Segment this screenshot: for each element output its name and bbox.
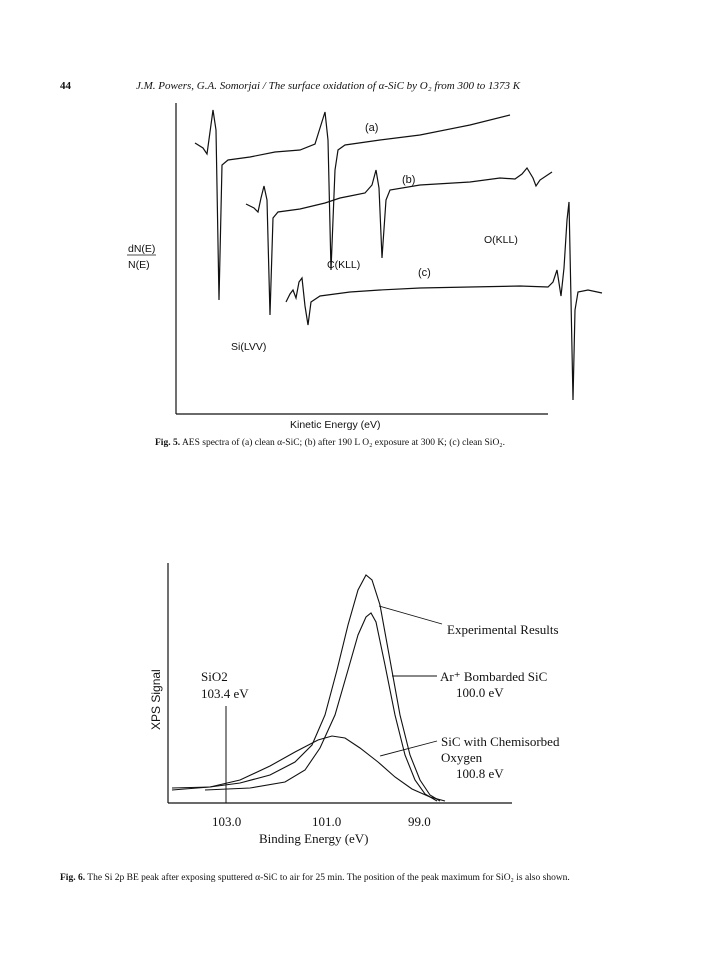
fig6-label-chem-line2: Oxygen [441,750,483,765]
fig6-xlabel: Binding Energy (eV) [259,831,369,846]
fig6-label-ar-line2: 100.0 eV [456,685,504,700]
fig6-ylabel: XPS Signal [149,669,163,730]
fig5-peak-si: Si(LVV) [231,341,267,353]
fig5-curve-a [195,110,510,300]
fig5-xlabel: Kinetic Energy (eV) [290,419,381,431]
fig5-ylabel-bottom: N(E) [128,259,150,271]
fig6-label-experimental: Experimental Results [447,622,559,637]
fig5-label-a: (a) [365,122,379,134]
fig5-caption-text: AES spectra of (a) clean α-SiC; (b) after 190 L O₂ exposure at 300 K; (c) clean SiO₂. [181,438,505,448]
fig6-caption-text: The Si 2p BE peak after exposing sputtered α-SiC to air for 25 min. The position of the peak maximum for SiO₂ is also shown. [87,873,570,883]
fig5-peak-o: O(KLL) [484,234,518,246]
fig5-caption-label: Fig. 5. [155,438,181,448]
fig6-caption [60,873,570,883]
fig6-xtick-101: 101.0 [312,814,342,829]
fig5-label-c: (c) [418,267,431,279]
fig5-ylabel-top: dN(E) [128,243,156,255]
fig5-label-b: (b) [402,174,416,186]
fig5-peak-c: C(KLL) [327,259,361,271]
fig5-curve-c [286,202,602,400]
fig6-xtick-103: 103.0 [212,814,242,829]
page-number: 44 [60,80,71,92]
fig6-label-ar-line1: Ar⁺ Bombarded SiC [440,669,548,684]
fig6-label-chem-line3: 100.8 eV [456,766,504,781]
fig6-label-sio2-line2: 103.4 eV [201,686,249,701]
fig5-caption [155,438,505,448]
fig6-label-sio2-line1: SiO2 [201,669,228,684]
fig6-label-chem-line1: SiC with Chemisorbed [441,734,560,749]
fig6-caption-label: Fig. 6. [60,873,86,883]
running-head: J.M. Powers, G.A. Somorjai / The surface oxidation of α-SiC by O₂ from 300 to 1373 K [136,80,521,92]
fig6-xtick-99: 99.0 [408,814,431,829]
